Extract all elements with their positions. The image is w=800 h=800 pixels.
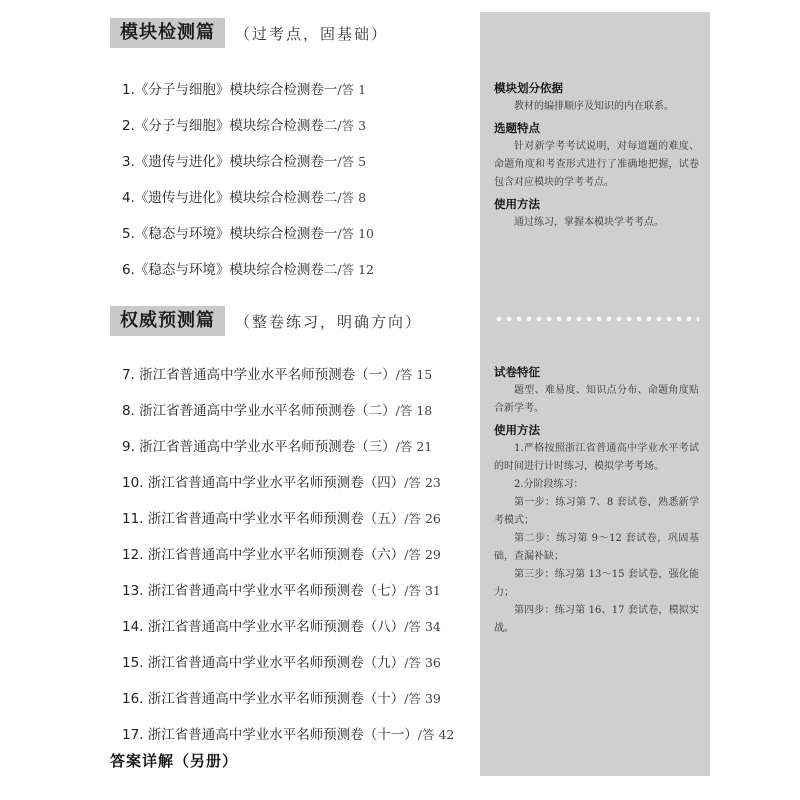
section-subtitle: （整卷练习，明确方向） — [235, 312, 423, 331]
dotted-divider — [494, 315, 699, 323]
toc-item-answer-page: /答 18 — [395, 403, 433, 418]
toc-item-label: 11. 浙江省普通高中学业水平名师预测卷（五） — [122, 511, 405, 527]
toc-item-answer-page: /答 10 — [337, 226, 374, 241]
toc-item-answer-page: /答 15 — [395, 367, 433, 382]
toc-item-label: 8. 浙江省普通高中学业水平名师预测卷（二） — [122, 403, 396, 419]
toc-item-label: 1.《分子与细胞》模块综合检测卷一 — [122, 82, 338, 98]
toc-item-label: 12. 浙江省普通高中学业水平名师预测卷（六） — [122, 547, 405, 563]
toc-item-answer-page: /答 39 — [404, 691, 441, 706]
answer-booklet-note: 答案详解（另册） — [110, 752, 239, 770]
toc-item-label: 17. 浙江省普通高中学业水平名师预测卷（十一） — [122, 727, 418, 743]
toc-item[interactable] — [122, 507, 441, 527]
sidebar-text: 2.分阶段练习： — [514, 479, 584, 490]
sidebar-block-module — [494, 76, 699, 232]
toc-item-label: 14. 浙江省普通高中学业水平名师预测卷（八） — [122, 619, 405, 635]
toc-item-answer-page: /答 31 — [404, 583, 441, 598]
toc-item-answer-page: /答 21 — [395, 439, 433, 454]
toc-item-label: 6.《稳态与环境》模块综合检测卷二 — [122, 262, 338, 278]
sidebar-heading: 使用方法 — [494, 423, 540, 437]
toc-item[interactable] — [122, 615, 441, 635]
toc-item-label: 16. 浙江省普通高中学业水平名师预测卷（十） — [122, 691, 405, 707]
sidebar-text: 通过练习，掌握本模块学考考点。 — [514, 217, 664, 228]
toc-item[interactable] — [122, 471, 441, 491]
toc-item[interactable] — [122, 363, 432, 383]
toc-item-answer-page: /答 1 — [337, 82, 367, 97]
toc-item-label: 7. 浙江省普通高中学业水平名师预测卷（一） — [122, 367, 396, 383]
sidebar-text: 第三步：练习第 13～15 套试卷，强化能力； — [494, 569, 699, 598]
toc-item-label: 10. 浙江省普通高中学业水平名师预测卷（四） — [122, 475, 405, 491]
sidebar-text: 第一步：练习第 7、8 套试卷，熟悉新学考模式； — [494, 497, 699, 526]
toc-item-answer-page: /答 29 — [404, 547, 441, 562]
toc-item-answer-page: /答 36 — [404, 655, 441, 670]
sidebar-heading: 使用方法 — [494, 197, 540, 211]
toc-item[interactable] — [122, 543, 441, 563]
section-header-prediction — [110, 306, 422, 336]
toc-item[interactable] — [122, 651, 441, 671]
toc-item-label: 3.《遗传与进化》模块综合检测卷一 — [122, 154, 338, 170]
sidebar-text: 第二步：练习第 9～12 套试卷，巩固基础，查漏补缺； — [494, 533, 699, 562]
toc-item[interactable] — [122, 399, 432, 419]
section-title: 权威预测篇 — [110, 306, 225, 336]
toc-item-label: 2.《分子与细胞》模块综合检测卷二 — [122, 118, 338, 134]
toc-item-answer-page: /答 42 — [417, 727, 455, 742]
sidebar-text: 第四步：练习第 16、17 套试卷，模拟实战。 — [494, 605, 699, 634]
toc-item[interactable] — [122, 114, 366, 134]
toc-item[interactable] — [122, 222, 374, 242]
toc-item-answer-page: /答 3 — [337, 118, 367, 133]
toc-item[interactable] — [122, 687, 441, 707]
toc-item[interactable] — [122, 435, 432, 455]
section-subtitle: （过考点，固基础） — [235, 24, 389, 43]
sidebar-heading: 试卷特征 — [494, 365, 540, 379]
sidebar-text: 教材的编排顺序及知识的内在联系。 — [514, 101, 674, 112]
info-sidebar — [480, 12, 710, 776]
toc-item-answer-page: /答 12 — [337, 262, 374, 277]
sidebar-text: 1.严格按照浙江省普通高中学业水平考试的时间进行计时练习，模拟学考考场。 — [494, 443, 699, 472]
sidebar-heading: 选题特点 — [494, 121, 540, 135]
toc-item-answer-page: /答 8 — [337, 190, 367, 205]
toc-item-answer-page: /答 26 — [404, 511, 441, 526]
sidebar-block-prediction — [494, 360, 699, 638]
toc-item[interactable] — [122, 150, 366, 170]
section-header-module-test — [110, 18, 388, 48]
section-title: 模块检测篇 — [110, 18, 225, 48]
toc-item[interactable] — [122, 186, 366, 206]
toc-item[interactable] — [122, 258, 374, 278]
sidebar-text: 题型、难易度、知识点分布、命题角度贴合新学考。 — [494, 385, 699, 414]
toc-item-label: 13. 浙江省普通高中学业水平名师预测卷（七） — [122, 583, 405, 599]
toc-item-label: 5.《稳态与环境》模块综合检测卷一 — [122, 226, 338, 242]
sidebar-text: 针对新学考考试说明，对每道题的难度、命题角度和考查形式进行了准确地把握，试卷包含对应模块的学考考点。 — [494, 141, 699, 188]
toc-item-label: 15. 浙江省普通高中学业水平名师预测卷（九） — [122, 655, 405, 671]
toc-item[interactable] — [122, 723, 454, 743]
toc-item-label: 4.《遗传与进化》模块综合检测卷二 — [122, 190, 338, 206]
toc-item-answer-page: /答 5 — [337, 154, 367, 169]
sidebar-heading: 模块划分依据 — [494, 81, 563, 95]
toc-item[interactable] — [122, 78, 366, 98]
toc-item-answer-page: /答 23 — [404, 475, 441, 490]
toc-item-answer-page: /答 34 — [404, 619, 441, 634]
toc-item-label: 9. 浙江省普通高中学业水平名师预测卷（三） — [122, 439, 396, 455]
toc-item[interactable] — [122, 579, 441, 599]
